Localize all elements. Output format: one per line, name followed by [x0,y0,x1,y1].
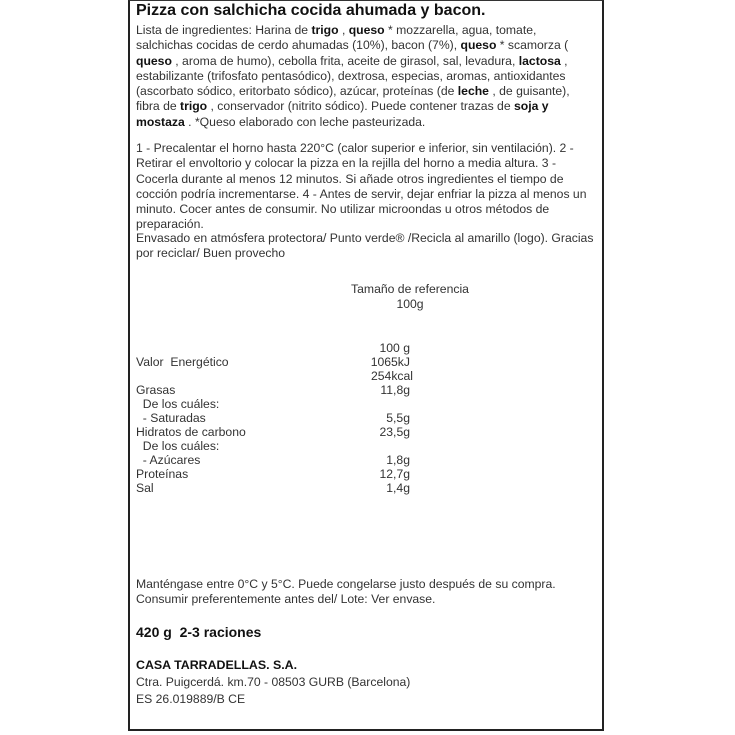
nutrition-row: - Azúcares 1,8g [136,453,410,467]
ingredients-text: Lista de ingredientes: Harina de [136,23,312,37]
reference-size-label: Tamaño de referencia [351,282,469,296]
nutrition-row: Grasas 11,8g [136,383,410,397]
ingredients-text: , de guisante), fibra de [136,84,570,114]
product-title: Pizza con salchicha cocida ahumada y bacon. [136,2,486,19]
allergen: trigo [180,99,208,114]
company-address: Ctra. Puigcerdá. km.70 - 08503 GURB (Barcelona) [136,675,411,689]
ingredients-text: , aroma de humo), cebolla frita, aceite de girasol, sal, levadura, [171,53,519,68]
nutrition-row: De los cuáles: [136,397,220,411]
nutrition-row: Hidratos de carbono 23,5g [136,425,410,439]
reference-size-value: 100g [396,297,424,311]
ingredients-text: . *Queso elaborado con leche pasteurizada. [184,114,426,129]
ingredients-list [136,23,596,130]
allergen: queso [136,53,172,68]
food-label [128,0,604,731]
allergen: queso [348,23,385,37]
registry-number: ES 26.019889/B CE [136,692,246,706]
nutrition-row: Proteínas 12,7g [136,467,410,481]
nutrition-row: Valor Energético 1065kJ [136,355,410,369]
allergen: soja y mostaza [136,99,549,129]
storage-note: Manténgase entre 0°C y 5°C. Puede congelarse justo después de su compra. Consumir preferentemente antes del/ Lote: Ver envase. [136,577,556,607]
allergen: trigo [311,23,339,37]
nutrition-row: 100 g [379,341,410,355]
nutrition-row: De los cuáles: [136,439,220,453]
ingredients-text: * scamorza ( [496,38,569,53]
net-weight: 420 g 2-3 raciones [136,624,262,640]
ingredients-text: , [338,23,349,37]
ingredients-text: , conservador (nitrito sódico). Puede contener trazas de [207,99,515,114]
allergen: lactosa [518,53,561,68]
nutrition-row: - Saturadas 5,5g [136,411,410,425]
nutrition-row: 254kcal [370,369,413,383]
ingredients-text: , estabilizante (trifosfato pentasódico), dextrosa, especias, aromas, antioxidantes (ascorbato sódico, eritorbato sódico), azúcar, proteínas (de [136,53,568,99]
ingredients-text: * mozzarella, agua, tomate, salchichas cocidas de cerdo ahumadas (10%), bacon (7%), [136,23,537,53]
packaging-note: Envasado en atmósfera protectora/ Punto verde® /Recicla al amarillo (logo). Gracias por reciclar/ Buen provecho [136,231,594,261]
allergen: queso [460,38,497,53]
cooking-instructions: 1 - Precalentar el horno hasta 220°C (calor superior e inferior, sin ventilación). 2 - Retirar el envoltorio y colocar la pizza en la rejilla del horno a media altura. 3 - Cocerla durante al menos 12 minutos. Si añade otros ingredientes el tiempo de cocción podría incrementarse. 4 - Antes de servir, dejar enfriar la pizza al menos un minuto. Cocer antes de consumir. No utilizar microondas u otros métodos de preparación. [136,141,587,232]
company-name: CASA TARRADELLAS. S.A. [136,658,298,672]
allergen: leche [457,84,489,99]
nutrition-row: Sal 1,4g [136,481,410,495]
